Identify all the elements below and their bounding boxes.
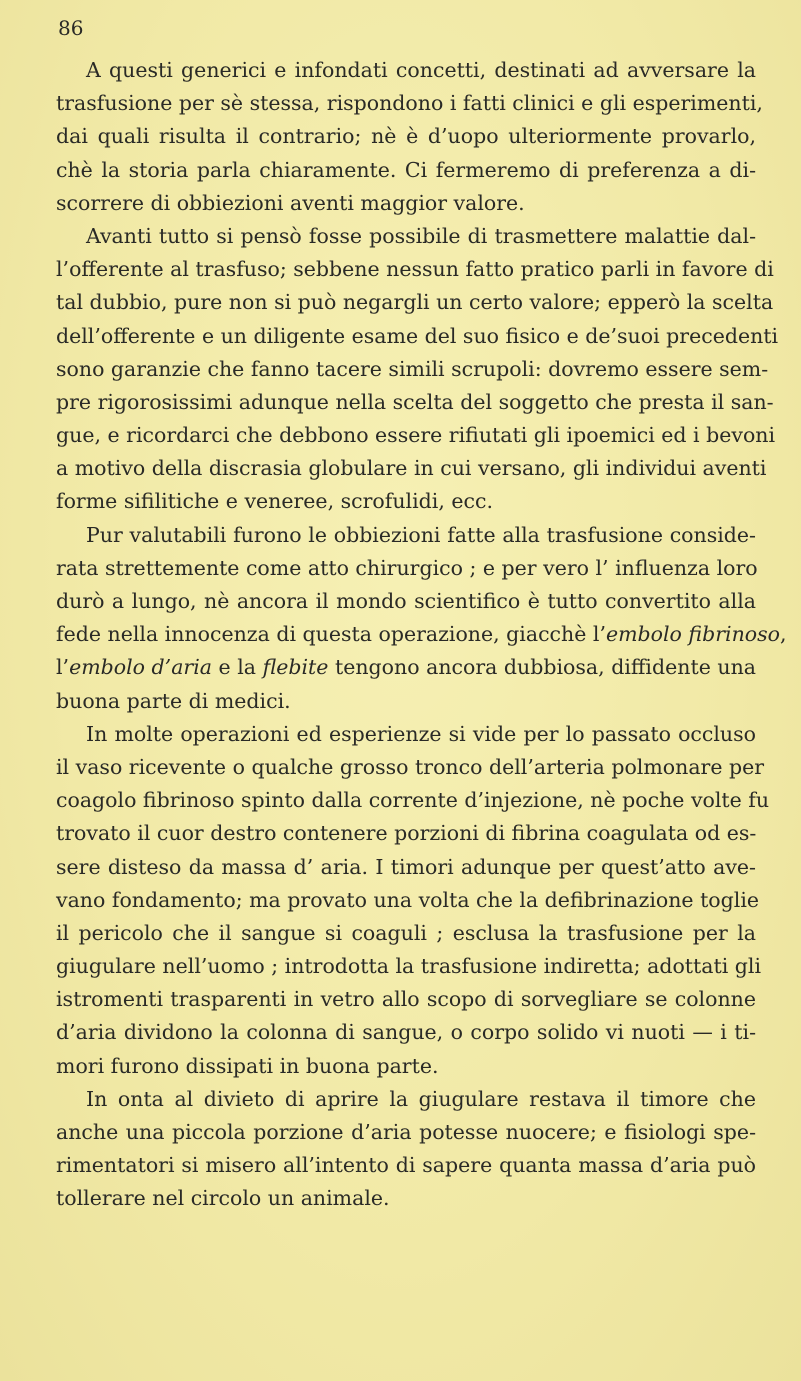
text-line: tollerare nel circolo un animale. [56,1186,390,1211]
text-line [56,618,787,651]
text-line: trovato il cuor destro contenere porzioni di fibrina coagulata od es- [56,821,757,846]
body-text [56,54,787,1216]
italic-term: flebite [262,655,329,680]
text-line: mori furono dissipati in buona parte. [56,1053,439,1078]
text-line: coagolo fibrinoso spinto dalla corrente d’injezione, nè poche volte fu [56,788,770,813]
text-line: trasfusione per sè stessa, rispondono i fatti clinici e gli esperimenti, [56,91,763,116]
text-segment: fede nella innocenza di questa operazione, giacchè l’ [56,622,606,647]
text-line: buona parte di medici. [56,688,291,713]
text-line: A questi generici e infondati concetti, destinati ad avversare la [86,58,756,82]
text-line: sere disteso da massa d’ aria. I timori adunque per quest’atto ave- [56,854,756,879]
text-line: giugulare nell’uomo ; introdotta la trasfusione indiretta; adottati gli [56,954,762,979]
text-line: tal dubbio, pure non si può negargli un certo valore; epperò la scelta [56,290,774,315]
page-number: 86 [58,16,84,40]
text-segment: tengono ancora dubbiosa, diffidente una [328,655,756,680]
text-line [56,651,756,684]
text-line: chè la storia parla chiaramente. Ci fermeremo di preferenza a di- [56,157,756,182]
italic-term: embolo d’aria [69,655,212,680]
text-line: anche una piccola porzione d’aria potesse nuocere; e fisiologi spe- [56,1120,756,1144]
text-line: rata strettemente come atto chirurgico ; e per vero l’ influenza loro [56,555,758,580]
text-segment: l’ [56,655,70,680]
text-line: l’offerente al trasfuso; sebbene nessun fatto pratico parli in favore di [56,257,774,282]
text-line: Avanti tutto si pensò fosse possibile di trasmettere malattie dal- [86,223,756,248]
text-line: il vaso ricevente o qualche grosso tronco dell’arteria polmonare per [56,754,765,779]
text-segment: e la [212,655,263,680]
text-line: sono garanzie che fanno tacere simili scrupoli: dovremo essere sem- [56,356,769,381]
text-line: durò a lungo, nè ancora il mondo scientifico è tutto convertito alla [56,589,756,613]
text-line: scorrere di obbiezioni aventi maggior valore. [56,190,525,215]
text-line: vano fondamento; ma provato una volta che la defibrinazione toglie [56,887,760,912]
text-line: a motivo della discrasia globulare in cui versano, gli individui aventi [56,456,767,481]
text-line: istromenti trasparenti in vetro allo scopo di sorvegliare se colonne [56,987,756,1012]
text-line: il pericolo che il sangue si coaguli ; esclusa la trasfusione per la [56,920,756,945]
italic-term: embolo fibrinoso [605,622,780,647]
text-line: gue, e ricordarci che debbono essere rifiutati gli ipoemici ed i bevoni [56,423,776,448]
text-line: pre rigorosissimi adunque nella scelta del soggetto che presta il san- [56,389,774,414]
text-line: dai quali risulta il contrario; nè è d’uopo ulteriormente provarlo, [56,124,756,149]
text-segment: , [779,622,787,647]
text-line: dell’offerente e un diligente esame del suo fisico e de’suoi precedenti [56,323,779,348]
text-line: d’aria dividono la colonna di sangue, o corpo solido vi nuoti — i ti- [56,1020,756,1045]
text-line: forme sifilitiche e veneree, scrofulidi, ecc. [56,489,493,514]
text-line: Pur valutabili furono le obbiezioni fatte alla trasfusione conside- [86,522,756,547]
text-line: In molte operazioni ed esperienze si vide per lo passato occluso [86,721,756,746]
text-line: rimentatori si misero all’intento di sapere quanta massa d’aria può [56,1153,756,1178]
text-line: In onta al divieto di aprire la giugulare restava il timore che [86,1086,756,1111]
